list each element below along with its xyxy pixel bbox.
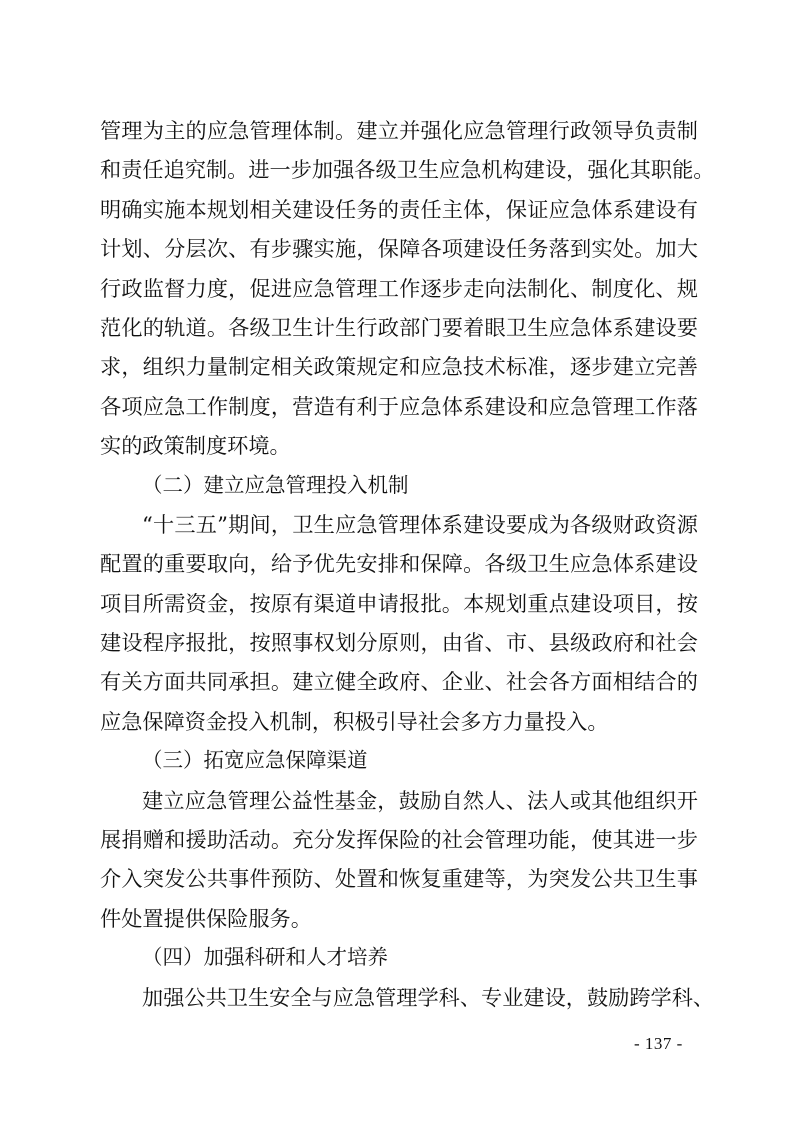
body-text — [100, 111, 715, 1017]
section-heading-2: （二）建立应急管理投入机制 — [142, 472, 409, 497]
paragraph-line: “十三五”期间，卫生应急管理体系建设要成为各级财政资源 — [142, 511, 698, 537]
paragraph-line: 范化的轨道。各级卫生计生行政部门要着眼卫生应急体系建设要 — [100, 314, 698, 340]
paragraph-line: 件处置提供保险服务。 — [100, 905, 312, 931]
paragraph-line: 建设程序报批，按照事权划分原则，由省、市、县级政府和社会 — [100, 630, 698, 656]
paragraph-line: 和责任追究制。进一步加强各级卫生应急机构建设，强化其职能。 — [100, 157, 715, 183]
paragraph-line: 计划、分层次、有步骤实施，保障各项建设任务落到实处。加大 — [100, 236, 698, 262]
paragraph-line: 明确实施本规划相关建设任务的责任主体，保证应急体系建设有 — [100, 196, 698, 222]
section-heading-4: （四）加强科研和人才培养 — [142, 945, 388, 970]
paragraph-line: 管理为主的应急管理体制。建立并强化应急管理行政领导负责制 — [100, 118, 698, 143]
paragraph-line: 求，组织力量制定相关政策规定和应急技术标准，逐步建立完善 — [100, 354, 698, 380]
paragraph-line: 有关方面共同承担。建立健全政府、企业、社会各方面相结合的 — [100, 669, 698, 695]
paragraph-line: 应急保障资金投入机制，积极引导社会多方力量投入。 — [100, 708, 609, 734]
page-number: - 137 - — [634, 1034, 683, 1053]
paragraph-line: 配置的重要取向，给予优先安排和保障。各级卫生应急体系建设 — [100, 551, 698, 577]
paragraph-line: 展捐赠和援助活动。充分发挥保险的社会管理功能，使其进一步 — [100, 827, 698, 853]
paragraph-line: 实的政策制度环境。 — [100, 433, 291, 459]
section-heading-3: （三）拓宽应急保障渠道 — [142, 748, 368, 773]
paragraph-line: 项目所需资金，按原有渠道申请报批。本规划重点建设项目，按 — [100, 590, 698, 616]
paragraph-line: 加强公共卫生安全与应急管理学科、专业建设，鼓励跨学科、 — [142, 984, 715, 1010]
paragraph-line: 各项应急工作制度，营造有利于应急体系建设和应急管理工作落 — [100, 393, 698, 419]
paragraph-line: 行政监督力度，促进应急管理工作逐步走向法制化、制度化、规 — [100, 275, 698, 301]
paragraph-line: 介入突发公共事件预防、处置和恢复重建等，为突发公共卫生事 — [100, 866, 698, 892]
paragraph-line: 建立应急管理公益性基金，鼓励自然人、法人或其他组织开 — [142, 787, 698, 813]
